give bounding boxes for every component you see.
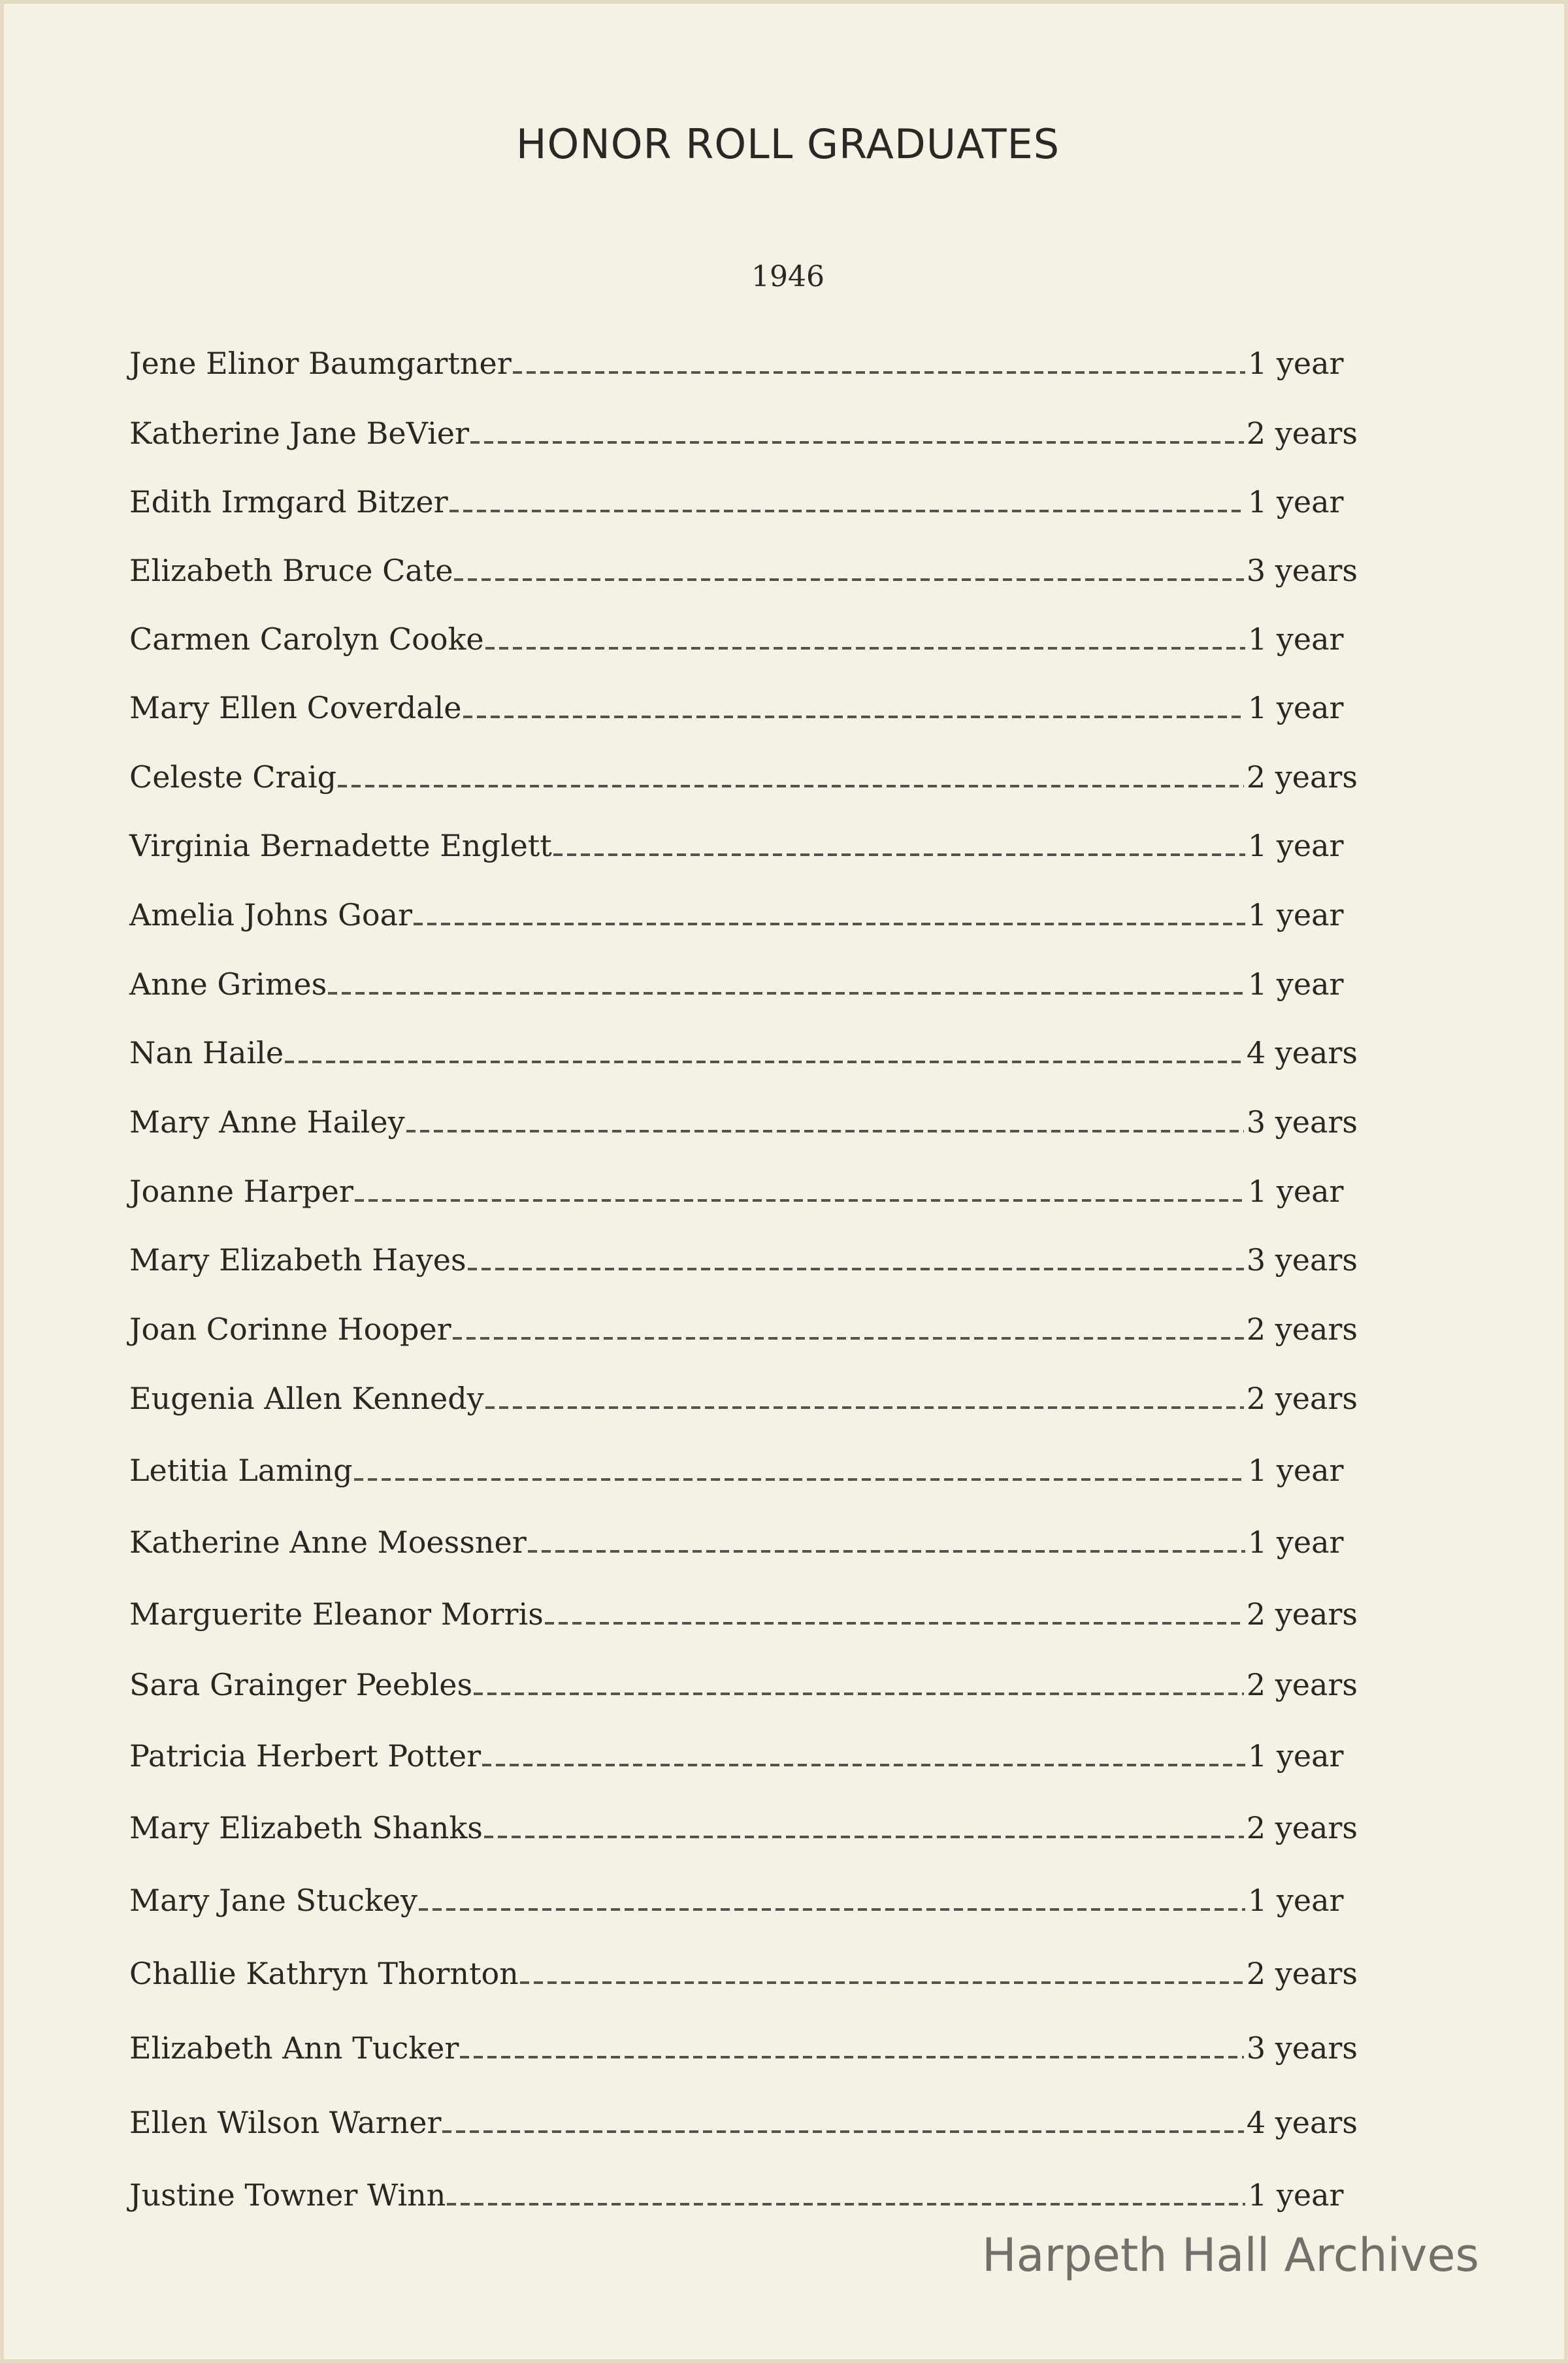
- years-attended: 2 years: [1246, 1810, 1358, 1845]
- graduate-row: [129, 1027, 1358, 1079]
- years-attended: 2 years: [1246, 1956, 1358, 1991]
- years-attended: 4 years: [1246, 1035, 1358, 1070]
- graduate-row: [129, 1444, 1358, 1496]
- graduate-name: Anne Grimes: [129, 967, 327, 1002]
- dotted-leader: [553, 853, 1245, 856]
- years-attended: 1 year: [1248, 1883, 1344, 1918]
- years-attended: 1 year: [1248, 484, 1344, 520]
- graduate-row: [129, 2169, 1358, 2221]
- years-attended: 1 year: [1248, 621, 1344, 657]
- graduate-name: Letitia Laming: [129, 1453, 353, 1488]
- years-attended: 3 years: [1246, 553, 1358, 588]
- dotted-leader: [414, 923, 1245, 925]
- graduate-row: [129, 2096, 1358, 2149]
- graduate-row: [129, 1165, 1358, 1217]
- dotted-leader: [468, 1268, 1244, 1270]
- graduate-name: Mary Anne Hailey: [129, 1104, 405, 1140]
- class-year: 1946: [751, 260, 825, 293]
- graduate-row: [129, 1730, 1358, 1782]
- dotted-leader: [463, 716, 1246, 718]
- years-attended: 2 years: [1246, 1596, 1358, 1632]
- years-attended: 2 years: [1246, 1381, 1358, 1416]
- dotted-leader: [449, 510, 1245, 512]
- graduate-row: [129, 2022, 1358, 2074]
- years-attended: 1 year: [1248, 2177, 1344, 2213]
- graduate-name: Patricia Herbert Potter: [129, 1738, 482, 1774]
- years-attended: 1 year: [1248, 690, 1344, 725]
- years-attended: 1 year: [1248, 1525, 1344, 1560]
- graduate-name: Justine Towner Winn: [129, 2177, 446, 2213]
- dotted-leader: [454, 578, 1243, 581]
- years-attended: 1 year: [1248, 1453, 1344, 1488]
- dotted-leader: [338, 785, 1244, 787]
- dotted-leader: [482, 1764, 1245, 1766]
- graduate-row: [129, 407, 1358, 459]
- graduate-row: [129, 1802, 1358, 1854]
- graduate-row: [129, 1874, 1358, 1926]
- graduate-name: Joan Corinne Hooper: [129, 1312, 451, 1347]
- graduate-row: [129, 1588, 1358, 1640]
- dotted-leader: [447, 2203, 1245, 2206]
- graduate-name: Jene Elinor Baumgartner: [129, 346, 512, 381]
- graduate-name: Mary Elizabeth Hayes: [129, 1242, 466, 1278]
- graduate-row: [129, 613, 1358, 665]
- archive-watermark: Harpeth Hall Archives: [982, 2228, 1479, 2282]
- graduate-name: Amelia Johns Goar: [129, 897, 413, 933]
- graduate-row: [129, 1234, 1358, 1286]
- dotted-leader: [520, 1981, 1244, 1984]
- dotted-leader: [485, 647, 1245, 650]
- years-attended: 1 year: [1248, 346, 1344, 381]
- graduate-name: Virginia Bernadette Englett: [129, 828, 552, 863]
- graduate-name: Edith Irmgard Bitzer: [129, 484, 448, 520]
- graduate-name: Mary Ellen Coverdale: [129, 690, 462, 725]
- dotted-leader: [419, 1908, 1245, 1911]
- graduate-name: Elizabeth Bruce Cate: [129, 553, 453, 588]
- years-attended: 3 years: [1246, 1242, 1358, 1278]
- graduate-row: [129, 1947, 1358, 2000]
- years-attended: 1 year: [1248, 828, 1344, 863]
- dotted-leader: [460, 2056, 1244, 2058]
- graduate-name: Nan Haile: [129, 1035, 284, 1070]
- dotted-leader: [528, 1550, 1245, 1553]
- years-attended: 2 years: [1246, 759, 1358, 795]
- graduate-row: [129, 682, 1358, 734]
- dotted-leader: [406, 1130, 1244, 1132]
- dotted-leader: [442, 2130, 1243, 2133]
- years-attended: 1 year: [1248, 967, 1344, 1002]
- graduate-name: Elizabeth Ann Tucker: [129, 2030, 459, 2066]
- dotted-leader: [328, 992, 1245, 995]
- years-attended: 3 years: [1246, 1104, 1358, 1140]
- page-title: HONOR ROLL GRADUATES: [515, 120, 1060, 168]
- graduate-name: Joanne Harper: [129, 1174, 353, 1209]
- graduate-row: [129, 1303, 1358, 1355]
- graduate-name: Challie Kathryn Thornton: [129, 1956, 519, 1991]
- dotted-leader: [485, 1406, 1244, 1409]
- graduate-name: Eugenia Allen Kennedy: [129, 1381, 484, 1416]
- dotted-leader: [484, 1836, 1244, 1838]
- dotted-leader: [513, 371, 1245, 374]
- graduate-row: [129, 476, 1358, 528]
- dotted-leader: [453, 1337, 1244, 1340]
- graduate-row: [129, 958, 1358, 1010]
- graduate-row: [129, 1096, 1358, 1148]
- years-attended: 3 years: [1246, 2030, 1358, 2066]
- graduate-row: [129, 751, 1358, 803]
- dotted-leader: [470, 441, 1244, 444]
- years-attended: 1 year: [1248, 897, 1344, 933]
- years-attended: 1 year: [1248, 1738, 1344, 1774]
- graduate-row: [129, 819, 1358, 872]
- graduate-row: [129, 1372, 1358, 1425]
- graduate-name: Katherine Anne Moessner: [129, 1525, 527, 1560]
- graduate-name: Ellen Wilson Warner: [129, 2105, 442, 2140]
- graduate-row: [129, 544, 1358, 597]
- graduate-row: [129, 1516, 1358, 1568]
- graduate-name: Celeste Craig: [129, 759, 337, 795]
- graduate-name: Sara Grainger Peebles: [129, 1667, 473, 1702]
- years-attended: 2 years: [1246, 1312, 1358, 1347]
- graduate-row: [129, 889, 1358, 941]
- dotted-leader: [285, 1061, 1244, 1063]
- honor-roll-list: [129, 337, 1358, 2219]
- graduate-name: Katherine Jane BeVier: [129, 416, 469, 451]
- dotted-leader: [474, 1693, 1244, 1695]
- graduate-row: [129, 337, 1358, 389]
- years-attended: 1 year: [1248, 1174, 1344, 1209]
- dotted-leader: [545, 1622, 1244, 1625]
- dotted-leader: [354, 1478, 1245, 1481]
- graduate-name: Carmen Carolyn Cooke: [129, 621, 484, 657]
- graduate-name: Marguerite Eleanor Morris: [129, 1596, 544, 1632]
- years-attended: 2 years: [1246, 416, 1358, 451]
- years-attended: 4 years: [1246, 2105, 1358, 2140]
- dotted-leader: [355, 1199, 1245, 1202]
- years-attended: 2 years: [1246, 1667, 1358, 1702]
- graduate-name: Mary Jane Stuckey: [129, 1883, 417, 1918]
- graduate-row: [129, 1659, 1358, 1711]
- graduate-name: Mary Elizabeth Shanks: [129, 1810, 483, 1845]
